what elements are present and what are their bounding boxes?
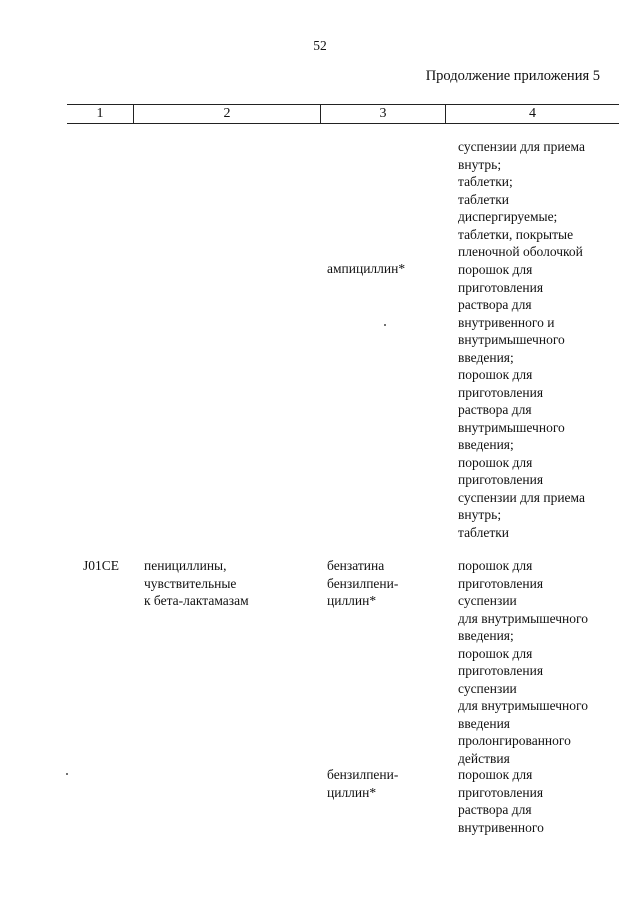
form-line: суспензии для приема <box>458 489 585 505</box>
dosage-forms-benzylpenicillin <box>458 766 544 836</box>
form-line: приготовления <box>458 384 544 400</box>
form-line: диспергируемые; <box>458 209 558 224</box>
form-line: внутривенного <box>458 819 544 835</box>
table-header <box>67 104 619 124</box>
form-line: суспензии <box>458 680 517 696</box>
form-line: порошок для <box>458 454 533 470</box>
form-line: порошок для <box>458 767 533 782</box>
group-line: пенициллины, <box>144 558 227 573</box>
header-col-2: 2 <box>134 105 321 123</box>
form-line: пролонгированного <box>458 733 571 748</box>
dosage-forms-continued <box>458 138 585 261</box>
drug-line: бензилпени- <box>327 575 399 591</box>
group-line: чувствительные <box>144 575 237 591</box>
form-line: приготовления <box>458 575 544 591</box>
continuation-title: Продолжение приложения 5 <box>425 68 600 84</box>
form-line: введения; <box>458 628 514 643</box>
drug-line: циллин* <box>327 784 377 800</box>
drug-line: циллин* <box>327 593 377 608</box>
header-col-3: 3 <box>321 105 446 123</box>
pharmacological-group <box>144 557 249 610</box>
form-line: таблетки; <box>458 174 513 189</box>
header-col-4: 4 <box>529 106 536 121</box>
form-line: введения; <box>458 349 514 365</box>
form-line: суспензии <box>458 593 517 608</box>
form-line: приготовления <box>458 784 544 800</box>
form-line: действия <box>458 750 510 766</box>
drug-line: бензатина <box>327 558 385 573</box>
form-line: раствора для <box>458 402 532 417</box>
scan-speck <box>384 324 386 326</box>
form-line: внутримышечного <box>458 332 565 347</box>
form-line: порошок для <box>458 367 533 382</box>
form-line: внутривенного и <box>458 314 555 330</box>
form-line: раствора для <box>458 802 532 817</box>
form-line: введения; <box>458 437 514 452</box>
form-line: внутрь; <box>458 156 502 172</box>
form-line: порошок для <box>458 645 533 661</box>
dosage-forms-benzathine-benzylpenicillin <box>458 557 588 767</box>
form-line: порошок для <box>458 558 533 573</box>
drug-name-benzathine-benzylpenicillin <box>327 557 398 610</box>
dosage-forms-ampicillin <box>458 261 585 541</box>
form-line: порошок для <box>458 262 533 277</box>
scan-speck <box>66 773 68 775</box>
drug-name-ampicillin: ампициллин* <box>327 261 406 276</box>
form-line: введения <box>458 715 511 731</box>
form-line: раствора для <box>458 297 532 312</box>
group-line: к бета-лактамазам <box>144 593 249 608</box>
page-number: 52 <box>313 38 327 53</box>
form-line: внутрь; <box>458 507 502 522</box>
drug-line: бензилпени- <box>327 767 399 782</box>
form-line: приготовления <box>458 279 544 295</box>
header-col-1: 1 <box>67 105 134 123</box>
form-line: приготовления <box>458 663 544 678</box>
form-line: таблетки <box>458 191 510 207</box>
form-line: для внутримышечного <box>458 610 588 626</box>
form-line: приготовления <box>458 472 544 487</box>
atc-code: J01CE <box>83 558 120 573</box>
form-line: суспензии для приема <box>458 139 585 154</box>
form-line: таблетки, покрытые <box>458 226 574 242</box>
form-line: таблетки <box>458 524 510 540</box>
form-line: пленочной оболочкой <box>458 244 583 259</box>
form-line: для внутримышечного <box>458 698 588 713</box>
drug-name-benzylpenicillin <box>327 766 398 801</box>
form-line: внутримышечного <box>458 419 565 435</box>
